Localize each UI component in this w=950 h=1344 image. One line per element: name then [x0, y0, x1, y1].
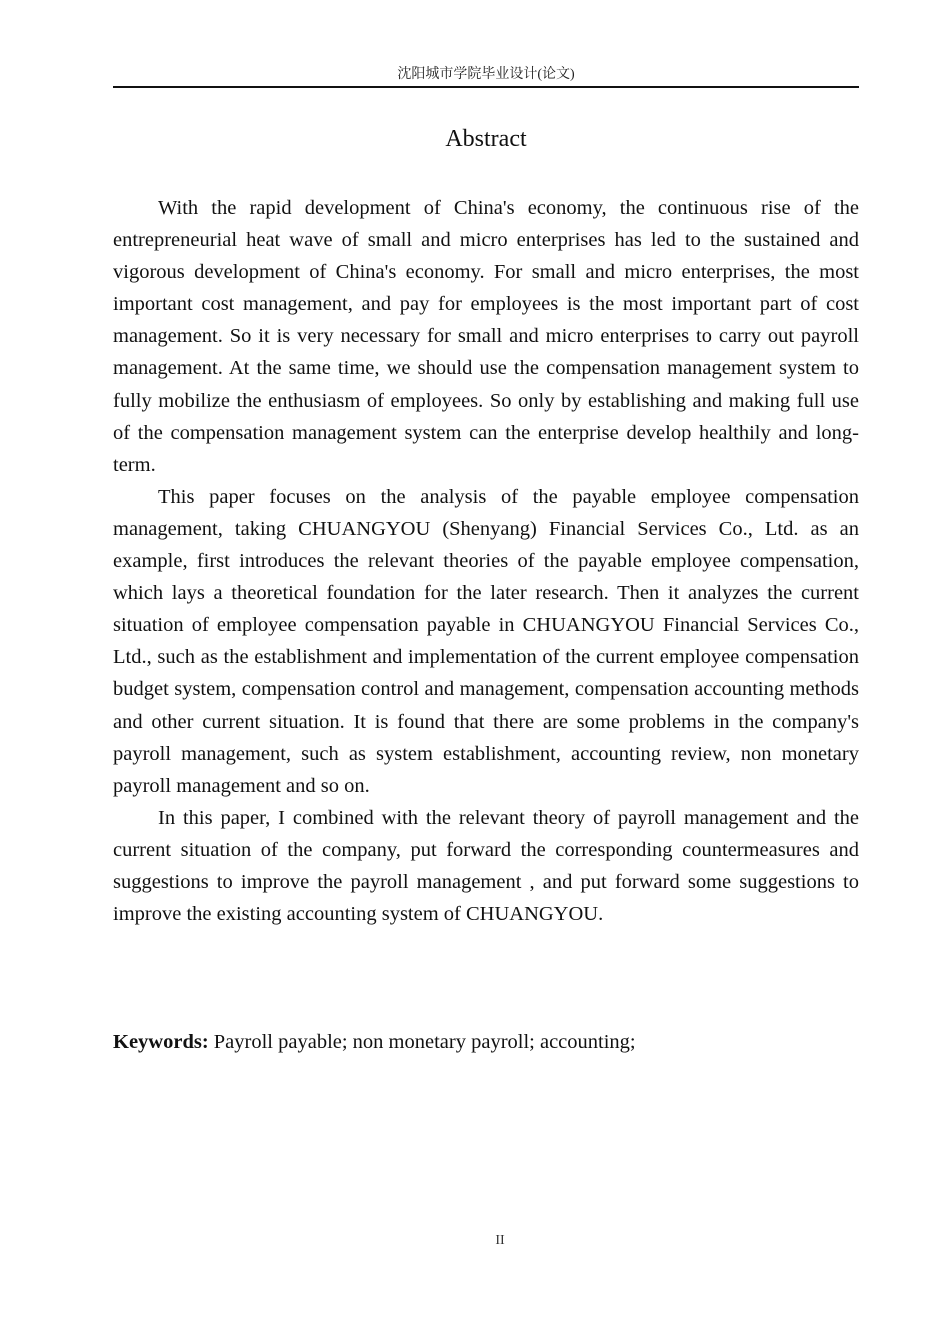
keywords-value: Payroll payable; non monetary payroll; accounting;: [208, 1031, 636, 1053]
abstract-title: Abstract: [445, 126, 527, 152]
header-rule: [113, 86, 859, 88]
keywords-line: [113, 1026, 859, 1058]
abstract-body: [113, 192, 859, 930]
running-header: 沈阳城市学院毕业设计(论文): [397, 67, 575, 82]
abstract-paragraph-2: This paper focuses on the analysis of the payable employee compensation management, taking CHUANGYOU (Shenyang) Financial Services Co., Ltd. as an example, first introduces the relevant theories of the payable employee compensation, which lays a theoretical foundation for the later research. Then it analyzes the current situation of employee compensation payable in CHUANGYOU Financial Services Co., Ltd., such as the establishment and implementation of the current employee compensation budget system, compensation control and management, compensation accounting methods and other current situation. It is found that there are some problems in the company's payroll management, such as system establishment, accounting review, non monetary payroll management and so on.: [113, 485, 859, 797]
page-number: II: [495, 1233, 505, 1248]
keywords-label: Keywords:: [113, 1031, 209, 1053]
abstract-paragraph-1: With the rapid development of China's economy, the continuous rise of the entrepreneurial heat wave of small and micro enterprises has led to the sustained and vigorous development of China's economy. For small and micro enterprises, the most important cost management, and pay for employees is the most important part of cost management. So it is very necessary for small and micro enterprises to carry out payroll management. At the same time, we should use the compensation management system to fully mobilize the enthusiasm of employees. So only by establishing and making full use of the compensation management system can the enterprise develop healthily and long-term.: [113, 197, 859, 476]
abstract-paragraph-3: In this paper, I combined with the relevant theory of payroll management and the current situation of the company, put forward the corresponding countermeasures and suggestions to improve the payroll management , and put forward some suggestions to improve the existing accounting system of CHUANGYOU.: [113, 806, 859, 926]
